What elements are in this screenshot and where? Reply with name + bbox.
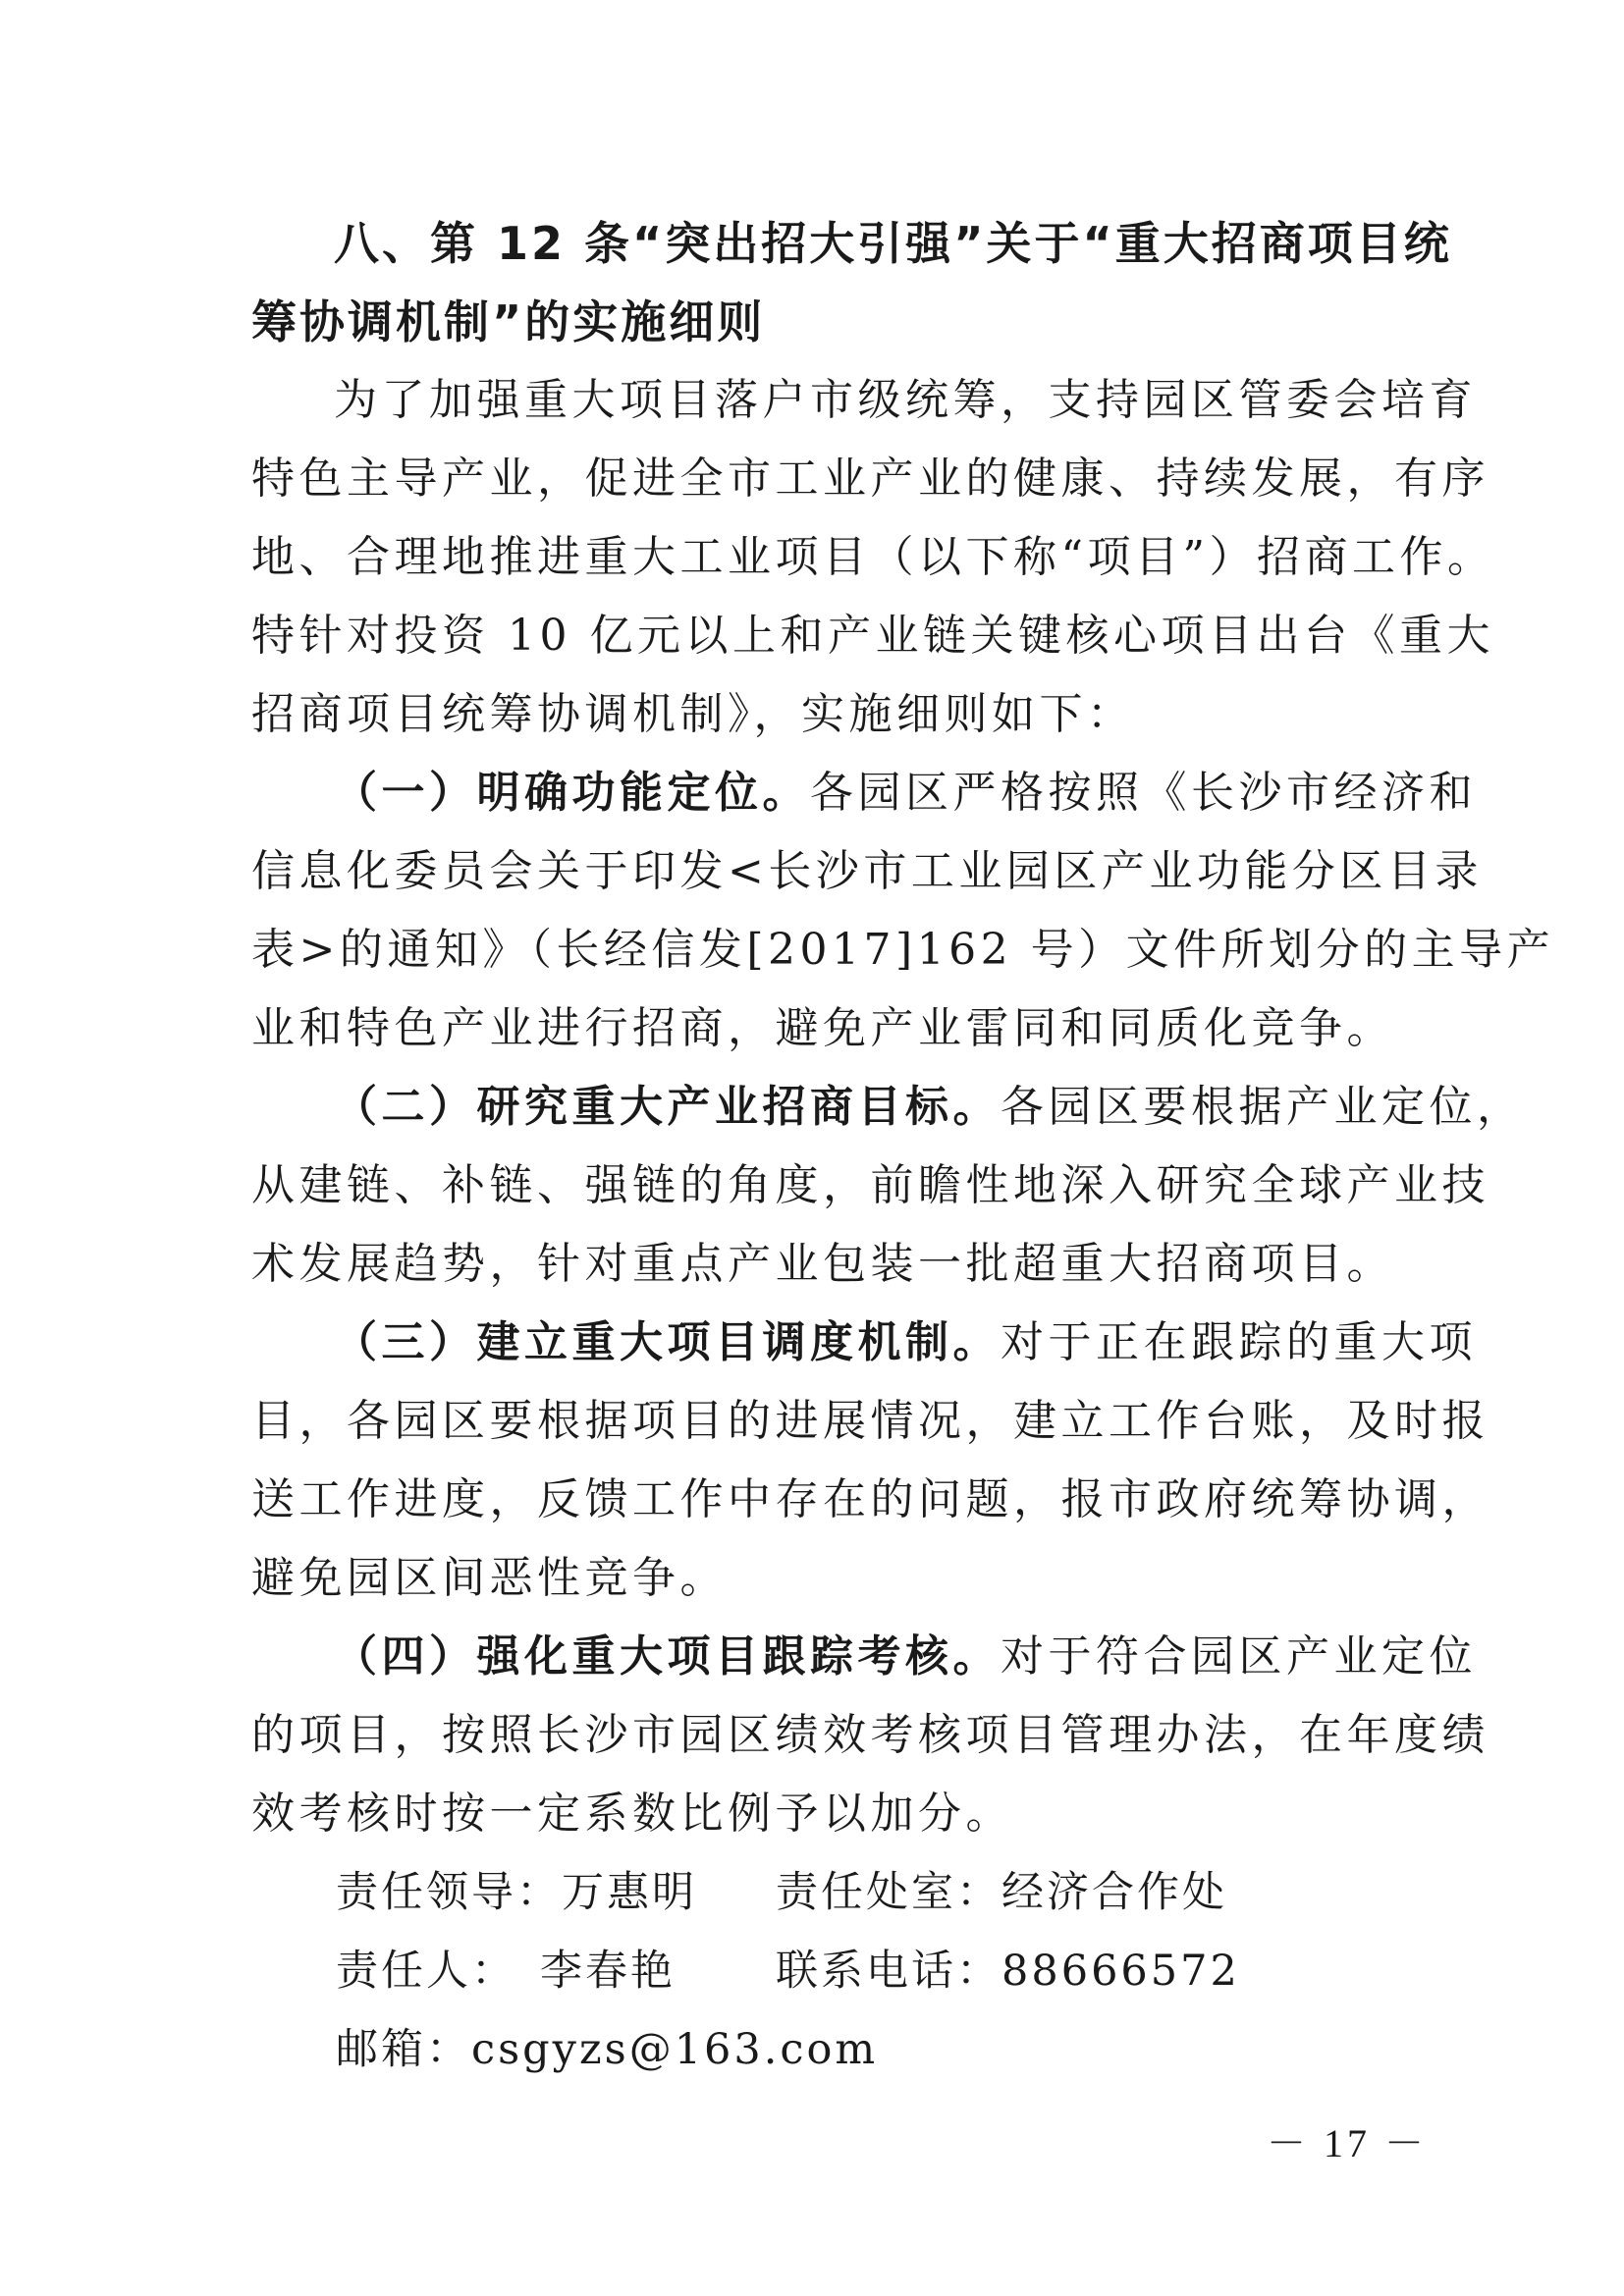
section-4-line-3: 效考核时按一定系数比例予以加分。 xyxy=(251,1789,1013,1839)
section-4-first-line xyxy=(334,1628,1477,1686)
section-4-text: 对于符合园区产业定位 xyxy=(1001,1631,1477,1682)
section-2-heading: （二）研究重大产业招商目标。 xyxy=(334,1082,1001,1132)
leader-label: 责任领导： xyxy=(336,1868,562,1917)
section-1-line-2: 信息化委员会关于印发<长沙市工业园区产业功能分区目录 xyxy=(251,846,1483,896)
section-3-line-4: 避免园区间恶性竞争。 xyxy=(251,1553,728,1603)
intro-line-2: 特色主导产业，促进全市工业产业的健康、持续发展，有序 xyxy=(251,454,1489,504)
page-number: － 17 － xyxy=(1267,2121,1428,2165)
person-label: 责任人： xyxy=(336,1947,516,1996)
section-2-first-line xyxy=(334,1078,1525,1137)
email-address: csgyzs@163.com xyxy=(471,2025,879,2074)
section-1-text: 各园区严格按照《长沙市经济和 xyxy=(810,768,1477,818)
section-1-first-line xyxy=(334,764,1477,823)
phone-number: 88666572 xyxy=(1001,1947,1240,1996)
section-1-line-3: 表>的通知》（长经信发[2017]162 号）文件所划分的主导产 xyxy=(251,925,1555,975)
office-label: 责任处室： xyxy=(776,1868,1001,1917)
contact-phone-row xyxy=(776,1942,1365,2001)
intro-line-3: 地、合理地推进重大工业项目（以下称“项目”）招商工作。 xyxy=(251,532,1495,582)
contact-office-row xyxy=(776,1863,1365,1922)
section-3-heading: （三）建立重大项目调度机制。 xyxy=(334,1317,1001,1367)
section-1-heading: （一）明确功能定位。 xyxy=(334,768,810,818)
section-2-line-2: 从建链、补链、强链的角度，前瞻性地深入研究全球产业技 xyxy=(251,1160,1489,1210)
section-4-heading: （四）强化重大项目跟踪考核。 xyxy=(334,1631,1001,1682)
email-label: 邮箱： xyxy=(336,2025,471,2074)
section-2-text: 各园区要根据产业定位， xyxy=(1001,1082,1525,1132)
office-name: 经济合作处 xyxy=(1001,1868,1227,1917)
section-2-line-3: 术发展趋势，针对重点产业包装一批超重大招商项目。 xyxy=(251,1239,1394,1289)
intro-line-4: 特针对投资 10 亿元以上和产业链关键核心项目出台《重大 xyxy=(251,611,1494,661)
leader-name: 万惠明 xyxy=(562,1868,697,1917)
section-3-line-3: 送工作进度，反馈工作中存在的问题，报市政府统筹协调， xyxy=(251,1474,1489,1524)
person-name-cell xyxy=(540,1942,756,2001)
section-3-first-line xyxy=(334,1313,1477,1372)
intro-line-5: 招商项目统筹协调机制》，实施细则如下： xyxy=(251,689,1135,739)
section-3-line-2: 目，各园区要根据项目的进展情况，建立工作台账，及时报 xyxy=(251,1396,1489,1446)
person-name: 李春艳 xyxy=(540,1947,676,1996)
section-1-line-4: 业和特色产业进行招商，避免产业雷同和同质化竞争。 xyxy=(251,1003,1394,1053)
section-title-line-2: 筹协调机制”的实施细则 xyxy=(251,295,766,348)
section-4-line-2: 的项目，按照长沙市园区绩效考核项目管理办法，在年度绩 xyxy=(251,1710,1489,1760)
phone-label: 联系电话： xyxy=(776,1947,1001,1996)
section-3-text: 对于正在跟踪的重大项 xyxy=(1001,1317,1477,1367)
intro-line-1: 为了加强重大项目落户市级统筹，支持园区管委会培育 xyxy=(334,375,1477,425)
section-title-line-1: 八、第 12 条“突出招大引强”关于“重大招商项目统 xyxy=(334,217,1452,270)
contact-email-row xyxy=(336,2020,1465,2079)
